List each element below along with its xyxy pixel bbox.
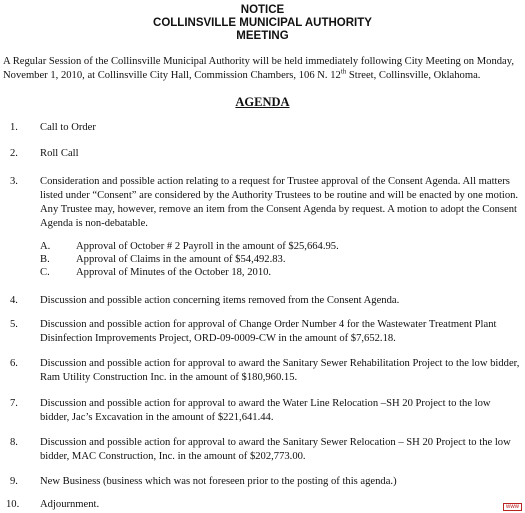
item-number: 5. bbox=[10, 319, 18, 330]
item-number: 6. bbox=[10, 358, 18, 369]
item-text: Call to Order bbox=[40, 122, 96, 133]
item-text: Discussion and possible action for approval of Change Order Number 4 for the Wastewater Treatment Plant Disinfection Improvements Project, ORD-09-0009-CW in the amount of $7,652.18. bbox=[40, 319, 497, 344]
item-text: Roll Call bbox=[40, 148, 79, 159]
item-number: 3. bbox=[10, 176, 18, 187]
item-text: Discussion and possible action for approval to award the Water Line Relocation –SH 20 Project to the low bidder, Jac’s Excavation in the amount of $221,641.44. bbox=[40, 398, 491, 423]
intro-text-1: A Regular Session of the Collinsville Municipal Authority will be held immediately following City Meeting on Monday, November 1, 2010, at Collinsville City Hall, Commission Chambers, 106 N. 12 bbox=[3, 56, 514, 81]
item-text: Discussion and possible action for approval to award the Sanitary Sewer Relocation – SH 20 Project to the low bidder, MAC Construction, Inc. in the amount of $202,773.00. bbox=[40, 437, 511, 462]
item-number: 4. bbox=[10, 295, 18, 306]
meeting-heading: MEETING bbox=[236, 30, 289, 42]
item-text: Discussion and possible action for approval to award the Sanitary Sewer Rehabilitation Project to the low bidder, Ram Utility Construction Inc. in the amount of $180,960.15. bbox=[40, 358, 520, 383]
item-number: 9. bbox=[10, 476, 18, 487]
item-number: 7. bbox=[10, 398, 18, 409]
item-number: 10. bbox=[6, 499, 20, 510]
consent-text: Approval of October # 2 Payroll in the amount of $25,664.95. bbox=[76, 241, 339, 252]
notice-heading: NOTICE bbox=[240, 4, 285, 16]
consent-letter: A. bbox=[40, 241, 51, 252]
consent-text: Approval of Minutes of the October 18, 2010. bbox=[76, 267, 272, 278]
intro-paragraph bbox=[3, 55, 523, 83]
consent-letter: C. bbox=[40, 267, 50, 278]
organization-heading: COLLINSVILLE MUNICIPAL AUTHORITY bbox=[153, 17, 372, 29]
item-number: 1. bbox=[10, 122, 18, 133]
item-number: 8. bbox=[10, 437, 18, 448]
item-text: New Business (business which was not foreseen prior to the posting of this agenda.) bbox=[40, 476, 397, 487]
item-number: 2. bbox=[10, 148, 18, 159]
agenda-title: AGENDA bbox=[235, 95, 290, 109]
item-text: Consideration and possible action relating to a request for Trustee approval of the Consent Agenda. All matters listed under “Consent” are considered by the Authority Trustees to be routine and will be enacted by one motion. Any Trustee may, however, remove an item from the Consent Agenda by request. A motion to adopt the Consent Agenda is non-debatable. bbox=[40, 176, 519, 229]
watermark-logo: www bbox=[503, 503, 522, 511]
intro-text-2: Street, Collinsville, Oklahoma. bbox=[346, 70, 481, 81]
consent-letter: B. bbox=[40, 254, 50, 265]
item-text: Discussion and possible action concerning items removed from the Consent Agenda. bbox=[40, 295, 400, 306]
consent-text: Approval of Claims in the amount of $54,492.83. bbox=[76, 254, 286, 265]
item-text: Adjournment. bbox=[40, 499, 100, 510]
intro-superscript: th bbox=[340, 67, 347, 76]
